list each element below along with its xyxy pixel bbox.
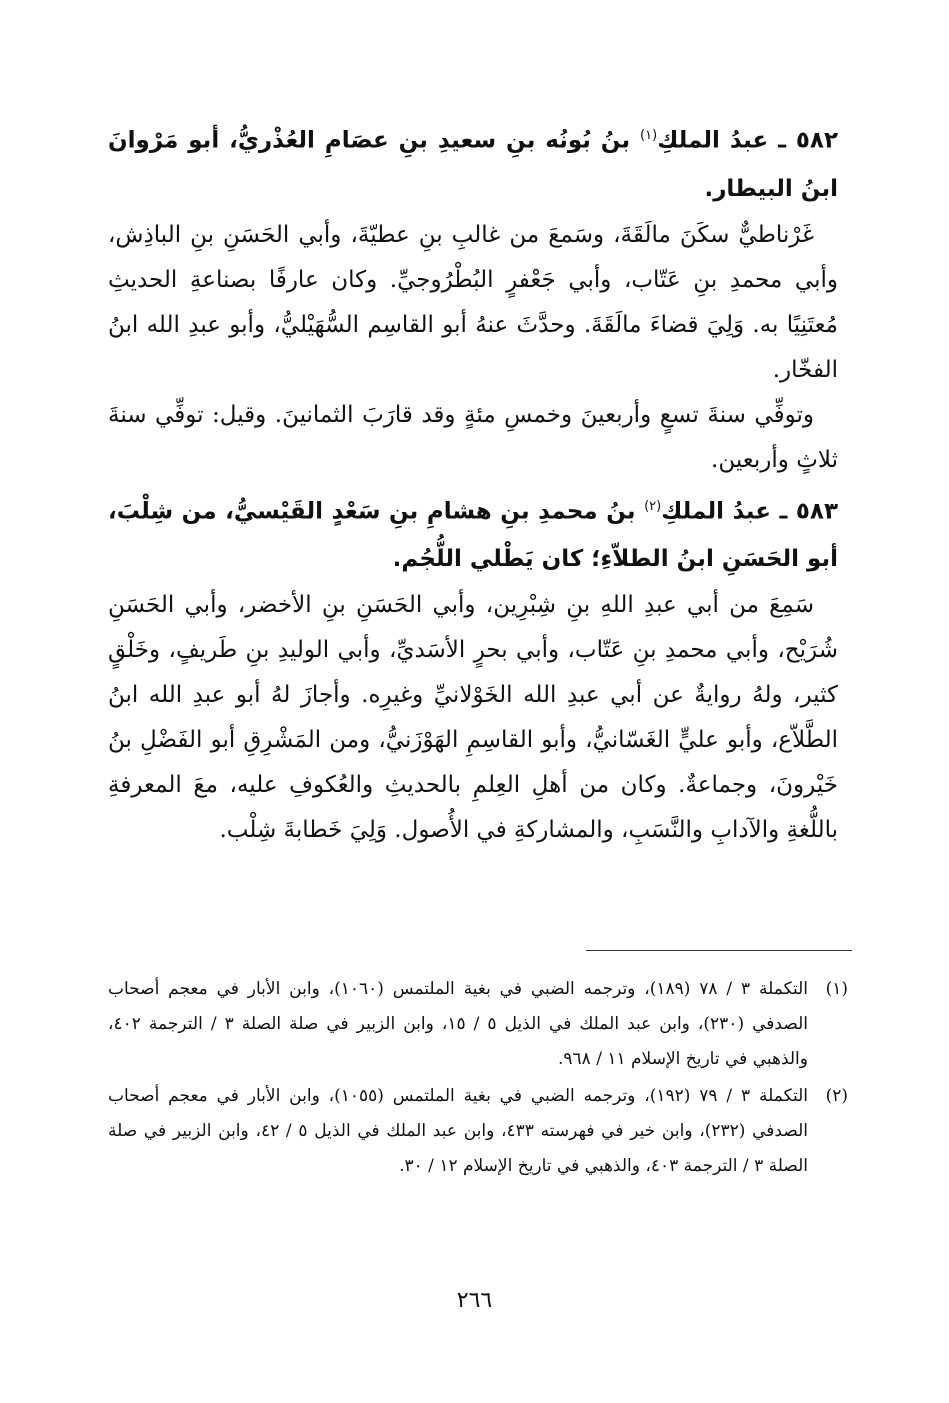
footnotes	[108, 972, 848, 1186]
footnote-divider	[586, 950, 852, 951]
entry-heading	[108, 483, 838, 584]
entry-583	[108, 483, 838, 854]
entry-582	[108, 112, 838, 483]
entry-heading-rest: بنُ بُونُه بنِ سعيدِ بنِ عصَامِ العُذْريُّ، أبو مَرْوانَ ابنُ البيطار.	[108, 127, 838, 202]
footnote-marker: (٢)	[644, 498, 662, 514]
footnote-1	[108, 972, 848, 1077]
entry-paragraph: وتوفِّي سنةَ تسعٍ وأربعينَ وخمسِ مئةٍ وقد قارَبَ الثمانينَ. وقيل: توفِّي سنةَ ثلاثٍ وأربعين.	[108, 401, 838, 473]
footnote-2	[108, 1079, 848, 1184]
entry-heading	[108, 112, 838, 213]
footnote-number: (٢)	[825, 1086, 848, 1106]
entry-heading-rest: بنُ محمدِ بنِ هشامِ بنِ سَعْدٍ القَيْسيُّ، من شِلْبَ، أبو الحَسَنِ ابنُ الطلاّءِ؛ كان يَطْلي اللُّجُم.	[108, 498, 838, 573]
footnote-text: التكملة ٣ / ٧٨ (١٨٩)، وترجمه الضبي في بغية الملتمس (١٠٦٠)، وابن الأبار في معجم أصحاب الصدفي (٢٣٠)، وابن عبد الملك في الذيل ٥ / ١٥، وابن الزبير في صلة الصلة ٣ / الترجمة ٤٠٢، والذهبي في تاريخ الإسلام ١١ / ٩٦٨.	[108, 979, 808, 1069]
main-text	[108, 112, 838, 853]
footnote-marker: (١)	[640, 128, 658, 143]
footnote-number: (١)	[825, 979, 848, 999]
entry-heading-name: ٥٨٢ ـ عبدُ الملكِ	[657, 127, 839, 154]
footnote-text: التكملة ٣ / ٧٩ (١٩٢)، وترجمه الضبي في بغية الملتمس (١٠٥٥)، وابن الأبار في معجم أصحاب الصدفي (٢٣٢)، وابن خير في فهرسته ٤٣٣، وابن عبد الملك في الذيل ٥ / ٤٢، وابن الزبير في صلة الصلة ٣ / الترجمة ٤٠٣، والذهبي في تاريخ الإسلام ١٢ / ٣٠.	[108, 1086, 808, 1176]
entry-paragraph: غَرْناطيٌّ سكَنَ مالَقَةَ، وسَمعَ من غالبِ بنِ عطيّةَ، وأبي الحَسَنِ بنِ الباذِش، وأبي محمدِ بنِ عَتّاب، وأبي جَعْفرٍ البُطْرُوجيِّ. وكان عارفًا بصناعةِ الحديثِ مُعتَنِيًا به. وَلِيَ قضاءَ مالَقَةَ. وحدَّثَ عنهُ أبو القاسِم السُّهَيْليُّ، وأبو عبدِ الله ابنُ الفخّار.	[108, 221, 838, 383]
entry-heading-name: ٥٨٣ ـ عبدُ الملكِ	[661, 498, 838, 525]
page-number: ٢٦٦	[456, 1288, 493, 1313]
entry-paragraph: سَمِعَ من أبي عبدِ اللهِ بنِ شِبْرِين، وأبي الحَسَنِ بنِ الأخضر، وأبي الحَسَنِ شُرَيْح، وأبي محمدِ بنِ عَتّاب، وأبي بحرٍ الأسَديِّ، وأبي الوليدِ بنِ طَريفٍ، وخَلْقٍ كثير، ولهُ روايةٌ عن أبي عبدِ الله الخَوْلانيِّ وغيرِه. وأجازَ لهُ أبو عبدِ الله ابنُ الطَّلاّع، وأبو عليٍّ الغَسّانيُّ، وأبو القاسِمِ الهَوْزَنيُّ، ومن المَشْرِقِ أبو الفَضْلِ بنُ خَيْرونَ، وجماعةٌ. وكان من أهلِ العِلمِ بالحديثِ والعُكوفِ عليه، معَ المعرفةِ باللُّغةِ والآدابِ والنَّسَبِ، والمشاركةِ في الأُصول. وَلِيَ خَطابةَ شِلْب.	[108, 592, 838, 844]
